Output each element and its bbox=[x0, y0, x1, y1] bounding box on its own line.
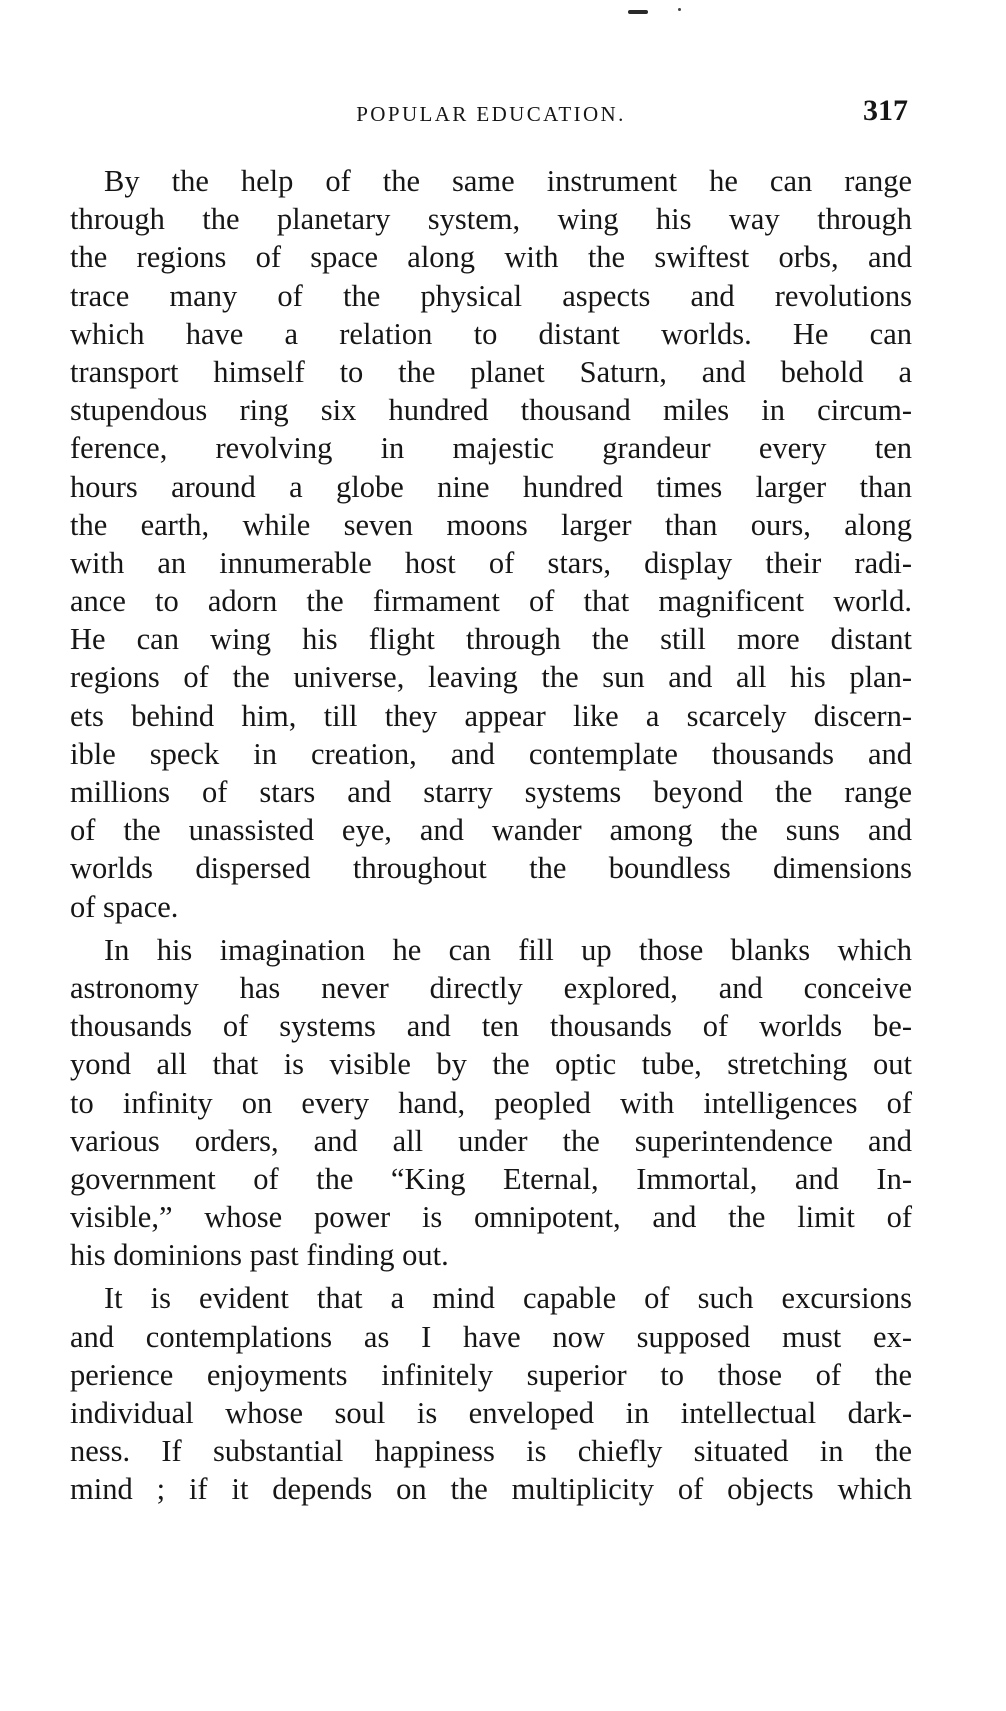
text-line: the earth, while seven moons larger than ours, along bbox=[70, 507, 912, 542]
paragraph bbox=[70, 162, 912, 926]
running-head-title: POPULAR EDUCATION. bbox=[356, 102, 626, 126]
text-line: various orders, and all under the superintendence and bbox=[70, 1123, 912, 1158]
text-line: By the help of the same instrument he can range bbox=[104, 164, 912, 198]
text-line: It is evident that a mind capable of such excursions bbox=[104, 1281, 912, 1316]
paragraph bbox=[70, 931, 912, 1275]
text-line: In his imagination he can fill up those blanks which bbox=[104, 932, 912, 967]
text-line: his dominions past finding out. bbox=[70, 1238, 449, 1273]
text-line: millions of stars and starry systems beyond the range bbox=[70, 775, 912, 809]
text-line: which have a relation to distant worlds. He can bbox=[70, 316, 912, 351]
text-line: ference, revolving in majestic grandeur every ten bbox=[70, 431, 912, 466]
text-line: government of the “King Eternal, Immortal, and In- bbox=[70, 1161, 912, 1196]
text-line: of space. bbox=[70, 889, 179, 924]
text-line: hours around a globe nine hundred times larger than bbox=[70, 469, 912, 504]
text-line: worlds dispersed throughout the boundless dimensions bbox=[70, 851, 912, 886]
text-line: perience enjoyments infinitely superior to those of the bbox=[70, 1357, 912, 1392]
text-line: visible,” whose power is omnipotent, and the limit of bbox=[70, 1200, 912, 1235]
text-line: individual whose soul is enveloped in intellectual dark- bbox=[70, 1396, 912, 1430]
text-line: the regions of space along with the swiftest orbs, and bbox=[70, 240, 912, 275]
text-line: through the planetary system, wing his way through bbox=[70, 202, 912, 237]
text-line: and contemplations as I have now supposed must ex- bbox=[70, 1319, 912, 1354]
text-line: thousands of systems and ten thousands of worlds be- bbox=[70, 1009, 912, 1044]
text-line: He can wing his flight through the still more distant bbox=[70, 622, 912, 657]
print-speck bbox=[678, 8, 681, 11]
text-line: stupendous ring six hundred thousand miles in circum- bbox=[70, 393, 912, 428]
text-line: trace many of the physical aspects and revolutions bbox=[70, 278, 912, 313]
text-line: ible speck in creation, and contemplate thousands and bbox=[70, 736, 912, 771]
running-head bbox=[70, 94, 912, 134]
text-line: ets behind him, till they appear like a scarcely discern- bbox=[70, 698, 912, 733]
text-line: astronomy has never directly explored, and conceive bbox=[70, 970, 912, 1005]
body-text bbox=[70, 162, 912, 1509]
text-line: yond all that is visible by the optic tube, stretching out bbox=[70, 1047, 912, 1082]
text-line: regions of the universe, leaving the sun and all his plan- bbox=[70, 660, 912, 695]
paragraph bbox=[70, 1279, 912, 1508]
text-line: to infinity on every hand, peopled with intelligences of bbox=[70, 1085, 912, 1120]
text-line: with an innumerable host of stars, display their radi- bbox=[70, 545, 912, 580]
text-line: ness. If substantial happiness is chiefly situated in the bbox=[70, 1434, 912, 1469]
text-line: ance to adorn the firmament of that magnificent world. bbox=[70, 584, 912, 619]
text-line: mind ; if it depends on the multiplicity of objects which bbox=[70, 1472, 912, 1507]
print-mark bbox=[628, 10, 648, 14]
text-line: transport himself to the planet Saturn, and behold a bbox=[70, 354, 912, 389]
page-number: 317 bbox=[863, 94, 908, 127]
text-line: of the unassisted eye, and wander among the suns and bbox=[70, 813, 912, 848]
